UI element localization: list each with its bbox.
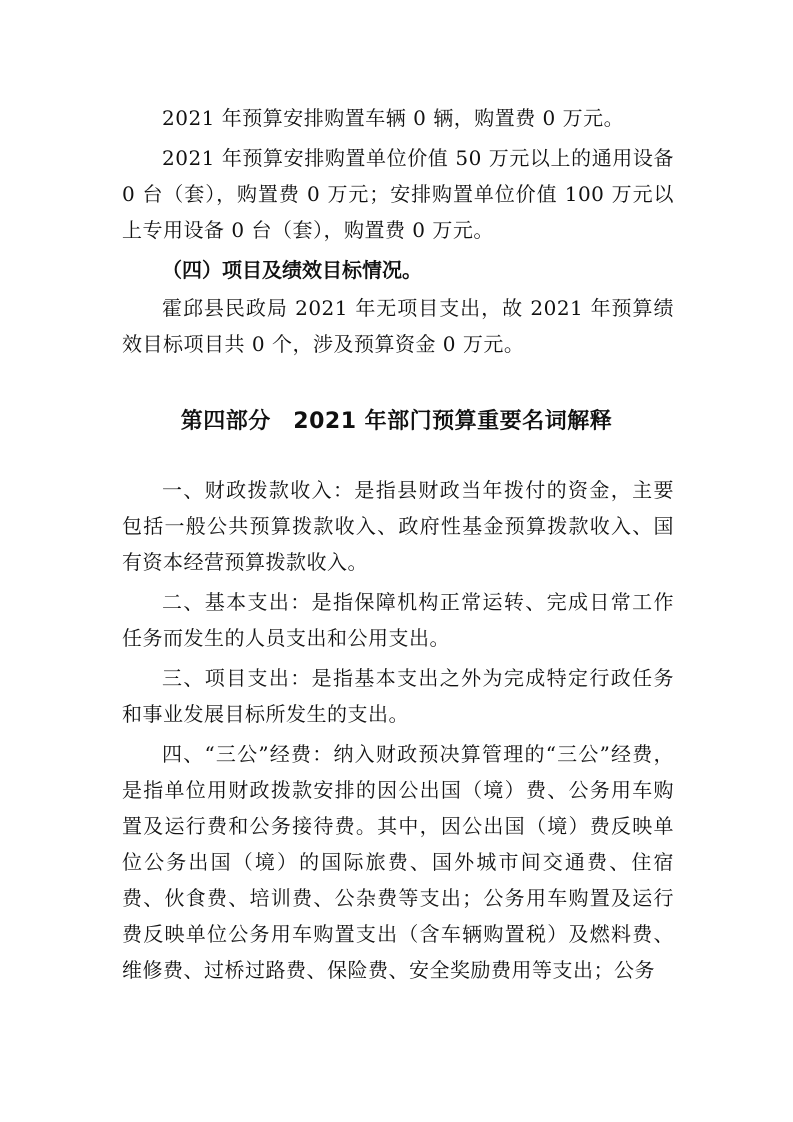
definition-fiscal-appropriation: 一、财政拨款收入：是指县财政当年拨付的资金，主要包括一般公共预算拨款收入、政府性基金预算拨款收入、国有资本经营预算拨款收入。 [122, 478, 674, 574]
project-section-paragraph: 霍邱县民政局 2021 年无项目支出，故 2021 年预算绩效目标项目共 0 个，涉及预算资金 0 万元。 [122, 296, 674, 356]
definition-project-expenditure: 三、项目支出：是指基本支出之外为完成特定行政任务和事业发展目标所发生的支出。 [122, 666, 674, 726]
definition-three-public-expenses: 四、“三公”经费：纳入财政预决算管理的“三公”经费，是指单位用财政拨款安排的因公出国（境）费、公务用车购置及运行费和公务接待费。其中，因公出国（境）费反映单位公务出国（境）的国际旅费、国外城市间交通费、住宿费、伙食费、培训费、公杂费等支出；公务用车购置及运行费反映单位公务用车购置支出（含车辆购置税）及燃料费、维修费、过桥过路费、保险费、安全奖励费用等支出；公务 [122, 742, 674, 982]
part-four-title: 第四部分 2021 年部门预算重要名词解释 [180, 409, 613, 434]
definition-basic-expenditure: 二、基本支出：是指保障机构正常运转、完成日常工作任务而发生的人员支出和公用支出。 [122, 590, 674, 650]
project-section-heading: （四）项目及绩效目标情况。 [162, 258, 422, 282]
vehicle-budget-paragraph: 2021 年预算安排购置车辆 0 辆，购置费 0 万元。 [162, 106, 625, 130]
equipment-budget-paragraph: 2021 年预算安排购置单位价值 50 万元以上的通用设备 0 台（套），购置费 0 万元；安排购置单位价值 100 万元以上专用设备 0 台（套），购置费 0 万元。 [122, 146, 674, 242]
